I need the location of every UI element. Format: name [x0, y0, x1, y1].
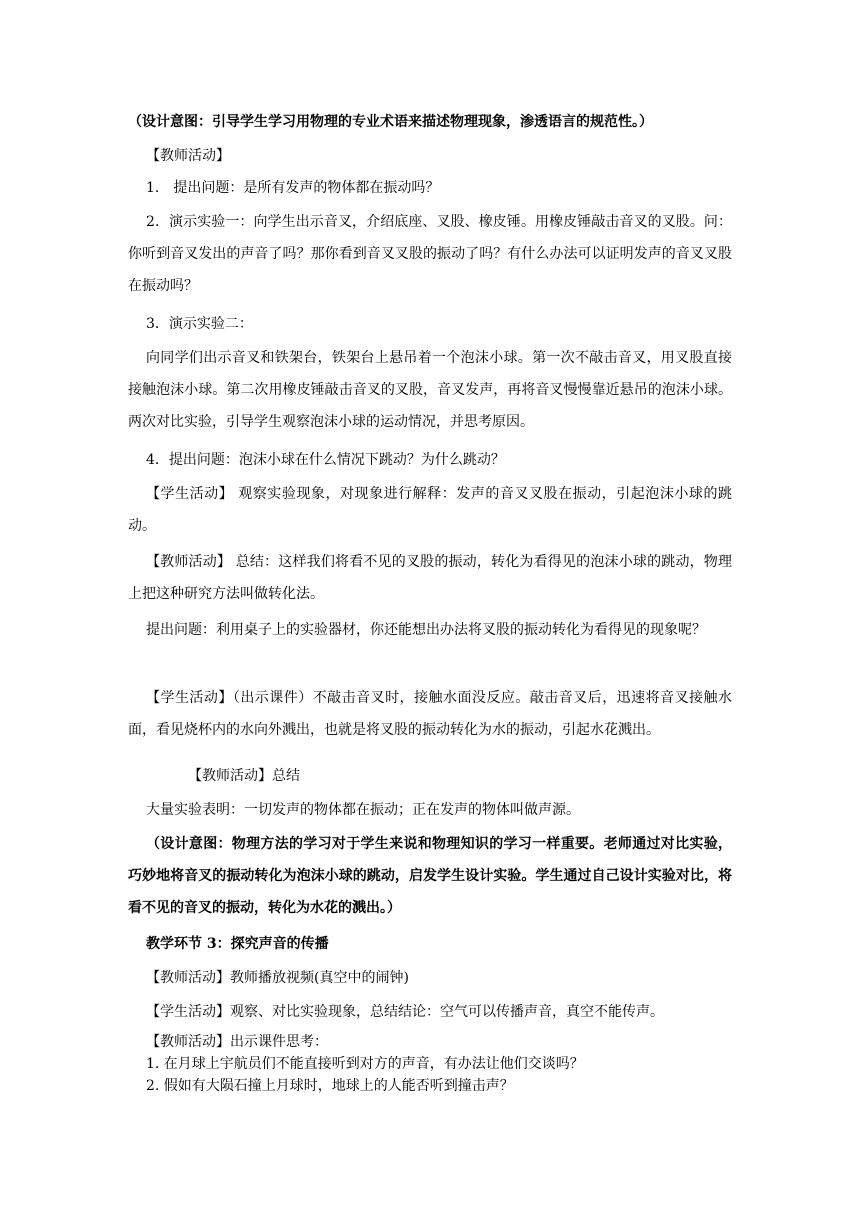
think-question-2: 2. 假如有大陨石撞上月球时，地球上的人能否听到撞击声？: [146, 1078, 514, 1094]
teacher-activity-heading-2: 【教师活动】总结: [188, 768, 300, 784]
design-intent-note-1: （设计意图：引导学生学习用物理的专业术语来描述物理现象，渗透语言的规范性。）: [128, 114, 653, 130]
teacher-activity-video: 【教师活动】教师播放视频(真空中的闹钟): [146, 970, 409, 986]
student-activity-3: 【学生活动】观察、对比实验现象，总结结论：空气可以传播声音，真空不能传声。: [146, 1004, 664, 1020]
think-question-1: 1. 在月球上宇航员们不能直接听到对方的声音，有办法让他们交谈吗？: [146, 1056, 584, 1072]
design-intent-note-2: （设计意图：物理方法的学习对于学生来说和物理知识的学习一样重要。老师通过对比实验，巧妙地将音叉的振动转化为泡沫小球的跳动，启发学生设计实验。学生通过自己设计实验对比，将看不见的音叉的振动，转化为水花的溅出。）: [128, 836, 732, 916]
question-further: 提出问题：利用桌子上的实验器材，你还能想出办法将叉股的振动转化为看得见的现象呢？: [146, 622, 706, 638]
student-activity-2: 【学生活动】（出示课件）不敲击音叉时，接触水面没反应。敲击音叉后，迅速将音叉接触水面，看见烧杯内的水向外溅出，也就是将叉股的振动转化为水的振动，引起水花溅出。: [128, 690, 732, 738]
teacher-activity-courseware: 【教师活动】出示课件思考：: [146, 1034, 328, 1050]
teacher-activity-heading-1: 【教师活动】: [146, 148, 230, 164]
student-activity-1: 【学生活动】 观察实验现象，对现象进行解释：发声的音叉叉股在振动，引起泡沫小球的跳动。: [128, 486, 732, 534]
demo-experiment-1: 2．演示实验一：向学生出示音叉，介绍底座、叉股、橡皮锤。用橡皮锤敲击音叉的叉股。问：你听到音叉发出的声音了吗？那你看到音叉叉股的振动了吗？有什么办法可以证明发声的音叉叉股在振动吗？: [128, 214, 732, 294]
teacher-activity-summary-1: 【教师活动】 总结：这样我们将看不见的叉股的振动，转化为看得见的泡沫小球的跳动，物理上把这种研究方法叫做转化法。: [128, 554, 732, 602]
section-heading-3: 教学环节 3：探究声音的传播: [146, 936, 329, 952]
question-1: 1. 提出问题：是所有发声的物体都在振动吗？: [146, 180, 440, 196]
conclusion: 大量实验表明：一切发声的物体都在振动；正在发声的物体叫做声源。: [146, 802, 580, 818]
question-4: 4．提出问题：泡沫小球在什么情况下跳动？为什么跳动？: [146, 452, 505, 468]
demo-experiment-2-body: 向同学们出示音叉和铁架台，铁架台上悬吊着一个泡沫小球。第一次不敲击音叉，用叉股直接接触泡沫小球。第二次用橡皮锤敲击音叉的叉股，音叉发声，再将音叉慢慢靠近悬吊的泡沫小球。两次对比实验，引导学生观察泡沫小球的运动情况，并思考原因。: [128, 350, 732, 430]
demo-experiment-2-heading: 3．演示实验二：: [146, 316, 253, 332]
